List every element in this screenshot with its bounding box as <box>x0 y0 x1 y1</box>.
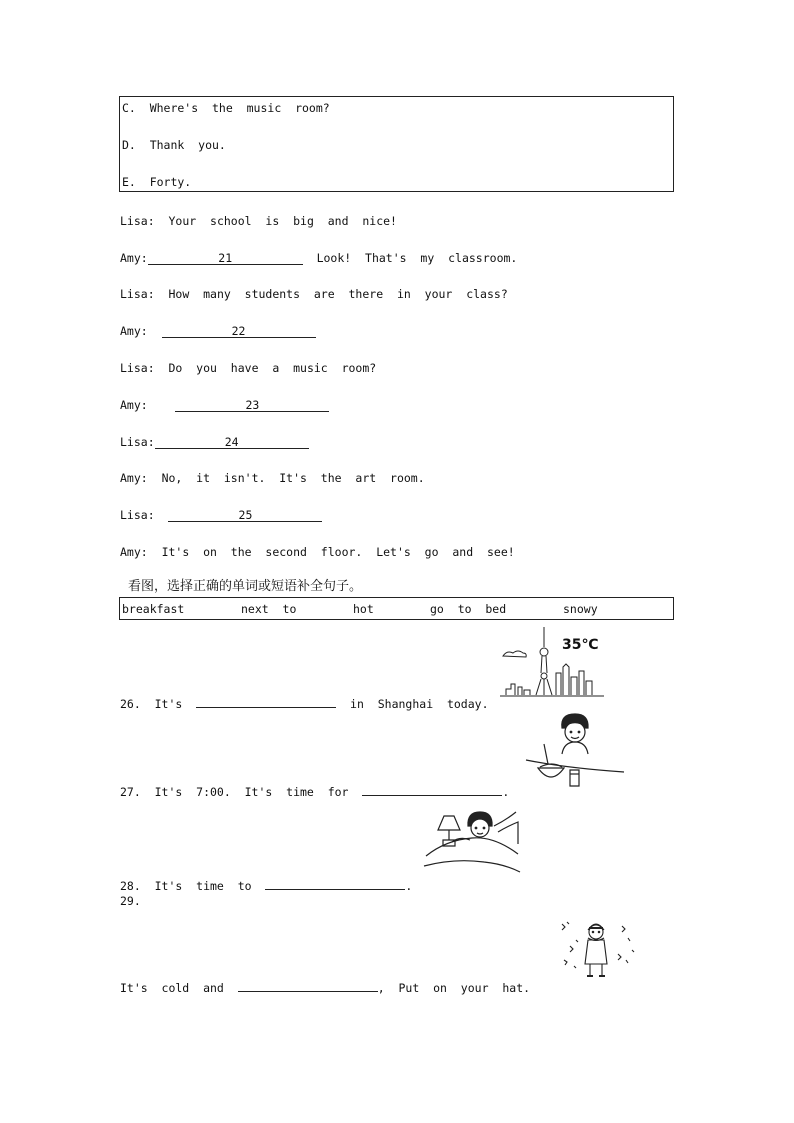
question-text: 26. It's <box>120 697 183 711</box>
shanghai-skyline-picture <box>498 625 608 699</box>
question-27 <box>120 782 509 799</box>
dialogue-text: No, it isn't. It's the art room. <box>161 471 425 485</box>
question-text: , Put on your hat. <box>377 981 531 995</box>
word-option: hot <box>353 602 374 616</box>
dialogue-line-9 <box>120 508 322 522</box>
answer-blank-29[interactable] <box>238 978 378 992</box>
dialogue-line-6 <box>120 398 329 412</box>
dialogue-text: Do you have a music room? <box>168 361 377 375</box>
speaker: Lisa: <box>120 287 155 301</box>
snowy-picture <box>556 916 640 982</box>
speaker: Lisa: <box>120 508 155 522</box>
answer-blank-22[interactable] <box>162 324 316 338</box>
blank-number: 21 <box>218 251 233 265</box>
question-26 <box>120 694 489 711</box>
answer-blank-24[interactable] <box>155 435 309 449</box>
question-text: It's cold and <box>120 981 224 995</box>
answer-blank-28[interactable] <box>265 876 405 890</box>
temperature-label: 35℃ <box>562 637 599 653</box>
speaker: Lisa: <box>120 214 155 228</box>
answer-blank-25[interactable] <box>168 508 322 522</box>
word-option: breakfast <box>122 602 185 616</box>
speaker: Amy: <box>120 324 148 338</box>
blank-number: 25 <box>238 508 253 522</box>
question-text: . <box>502 785 510 799</box>
word-option: go to bed <box>430 602 507 616</box>
dialogue-text: It's on the second floor. Let's go and see! <box>161 545 515 559</box>
dialogue-text: Your school is big and nice! <box>168 214 397 228</box>
blank-number: 22 <box>231 324 246 338</box>
word-option: next to <box>241 602 297 616</box>
question-text: in Shanghai today. <box>350 697 489 711</box>
question-text: . <box>405 879 413 893</box>
blank-number: 24 <box>224 435 239 449</box>
dialogue-line-7 <box>120 435 309 449</box>
answer-blank-27[interactable] <box>362 782 502 796</box>
answer-blank-26[interactable] <box>196 694 336 708</box>
option-c: C. Where's the music room? <box>122 101 330 115</box>
word-bank <box>119 597 674 620</box>
answer-blank-21[interactable] <box>148 251 303 265</box>
question-28 <box>120 876 412 893</box>
speaker: Lisa: <box>120 361 155 375</box>
speaker: Lisa: <box>120 435 155 449</box>
dialogue-line-1 <box>120 214 397 228</box>
speaker: Amy: <box>120 545 148 559</box>
option-d: D. Thank you. <box>122 138 226 152</box>
dialogue-text: How many students are there in your class? <box>168 287 508 301</box>
dialogue-line-10 <box>120 545 515 559</box>
speaker: Amy: <box>120 251 148 265</box>
question-29-number: 29. <box>120 894 141 908</box>
speaker: Amy: <box>120 471 148 485</box>
dialogue-text: Look! That's my classroom. <box>316 251 518 265</box>
bedtime-picture <box>424 808 520 876</box>
dialogue-line-5 <box>120 361 376 375</box>
question-29 <box>120 978 530 995</box>
dialogue-line-3 <box>120 287 508 301</box>
answer-blank-23[interactable] <box>175 398 329 412</box>
option-e: E. Forty. <box>122 175 192 189</box>
dialogue-line-4 <box>120 324 316 338</box>
dialogue-line-8 <box>120 471 425 485</box>
dialogue-line-2 <box>120 251 517 265</box>
question-text: 28. It's time to <box>120 879 252 893</box>
question-text: 27. It's 7:00. It's time for <box>120 785 349 799</box>
breakfast-picture <box>526 712 626 790</box>
section-title: 看图，选择正确的单词或短语补全句子。 <box>128 579 363 594</box>
blank-number: 23 <box>245 398 260 412</box>
speaker: Amy: <box>120 398 148 412</box>
word-option: snowy <box>563 602 598 616</box>
